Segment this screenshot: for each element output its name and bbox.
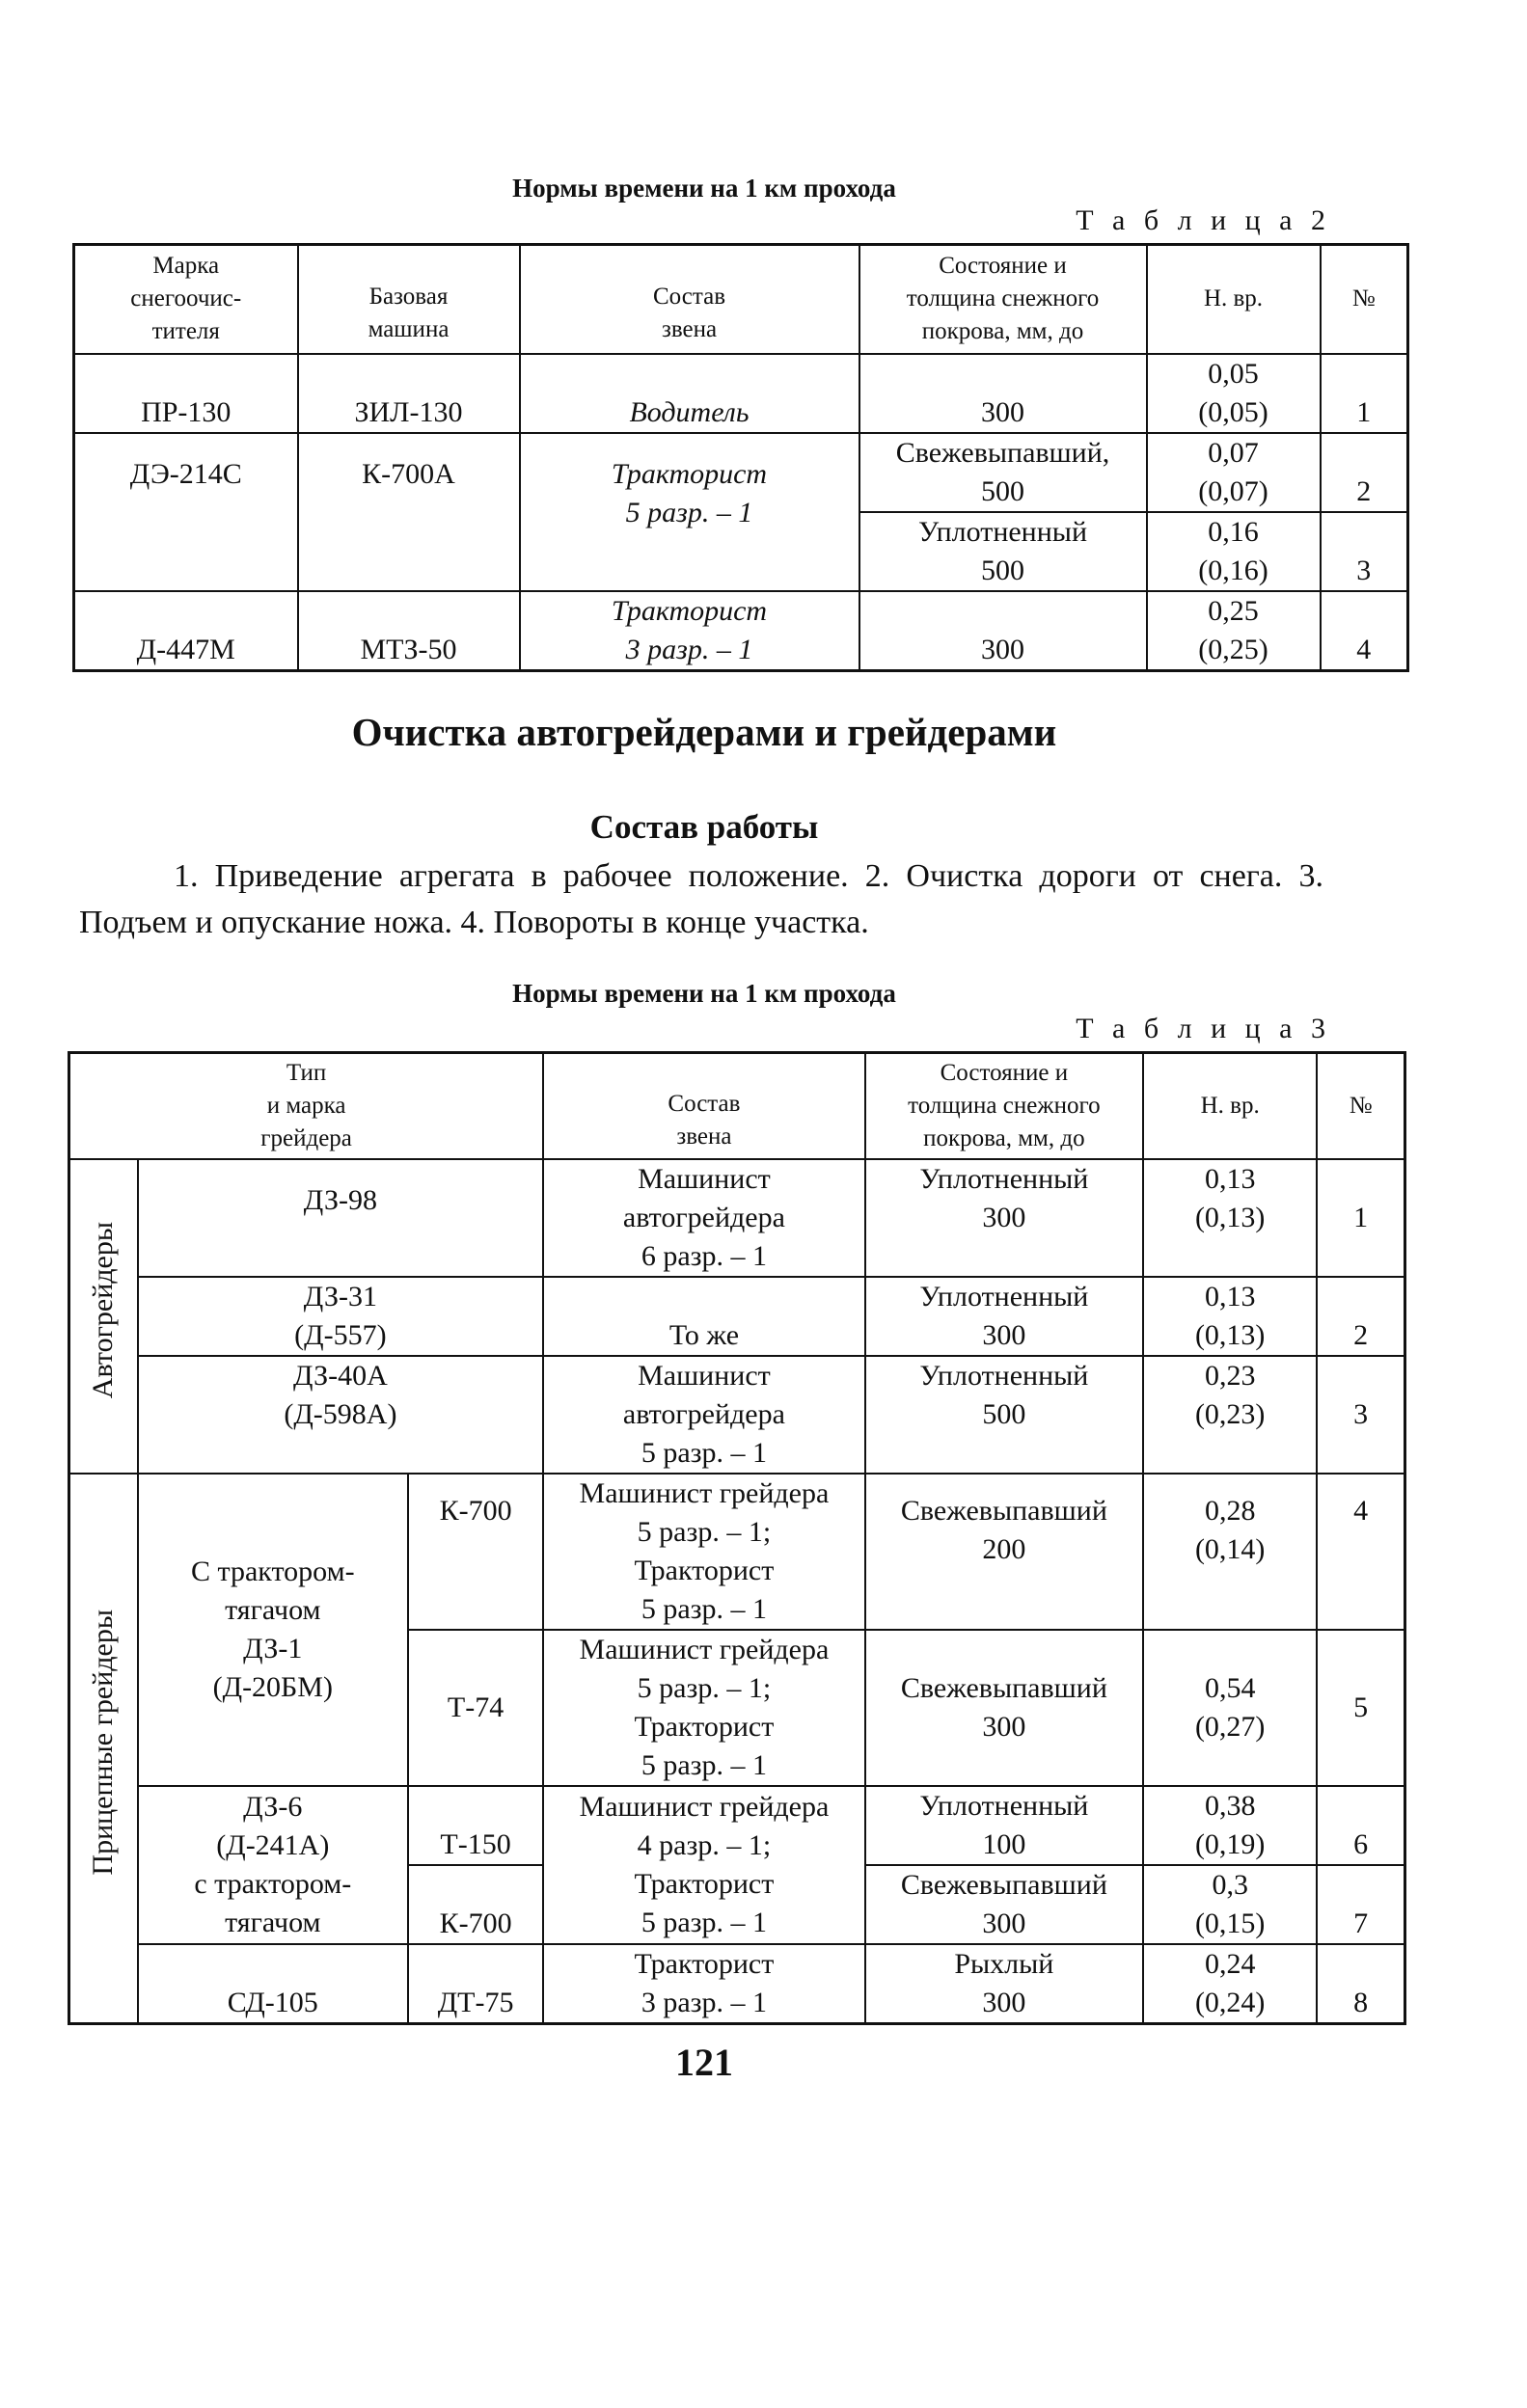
cell-norm: 0,24 (0,24) bbox=[1143, 1944, 1317, 2024]
cell-norm: 0,3 (0,15) bbox=[1143, 1865, 1317, 1944]
cell-num: 4 bbox=[1321, 591, 1408, 671]
table2-header-row bbox=[74, 245, 1408, 354]
cell-state: Уплотненный 500 bbox=[859, 512, 1147, 591]
section-subtitle: Состав работы bbox=[589, 808, 819, 846]
table-row bbox=[74, 591, 1408, 671]
cell-norm: 0,05 (0,05) bbox=[1147, 354, 1321, 433]
cell-norm: 0,13 (0,13) bbox=[1143, 1159, 1317, 1277]
cell-norm: 0,38 (0,19) bbox=[1143, 1786, 1317, 1865]
cell-num: 3 bbox=[1317, 1356, 1404, 1474]
header-state: Состояние и толщина снежного покрова, мм, до bbox=[865, 1053, 1143, 1159]
cell-num: 1 bbox=[1317, 1159, 1404, 1277]
cell-state: Свежевыпавший 300 bbox=[865, 1865, 1143, 1944]
cell-state: Свежевыпавший 200 bbox=[865, 1474, 1143, 1630]
table-row bbox=[74, 433, 1408, 512]
header-crew: Состав звена bbox=[543, 1053, 864, 1159]
cell-base: ЗИЛ-130 bbox=[298, 354, 520, 433]
cell-brand: Д-447М bbox=[74, 591, 298, 671]
cell-norm: 0,23 (0,23) bbox=[1143, 1356, 1317, 1474]
cell-tractor: Т-150 bbox=[408, 1786, 543, 1865]
group-trailer: Прицепные грейдеры bbox=[69, 1474, 138, 2024]
cell-num: 2 bbox=[1321, 433, 1408, 512]
group-auto: Автогрейдеры bbox=[69, 1159, 138, 1474]
table-row bbox=[69, 1944, 1405, 2024]
cell-norm: 0,07 (0,07) bbox=[1147, 433, 1321, 512]
cell-crew: Машинист грейдера 5 разр. – 1; Тракторист 5 разр. – 1 bbox=[543, 1474, 864, 1630]
table3-caption: Нормы времени на 1 км прохода bbox=[512, 979, 896, 1008]
cell-crew: Машинист грейдера 5 разр. – 1; Тракторист 5 разр. – 1 bbox=[543, 1630, 864, 1786]
cell-brand: ДЗ-98 bbox=[138, 1159, 544, 1277]
cell-tractor: К-700 bbox=[408, 1865, 543, 1944]
cell-state: Уплотненный 300 bbox=[865, 1277, 1143, 1356]
cell-crew: Машинист автогрейдера 6 разр. – 1 bbox=[543, 1159, 864, 1277]
cell-crew: Тракторист 5 разр. – 1 bbox=[520, 433, 859, 591]
cell-num: 3 bbox=[1321, 512, 1408, 591]
header-num: № bbox=[1317, 1053, 1404, 1159]
header-norm: Н. вр. bbox=[1147, 245, 1321, 354]
header-brand: Марка снегоочис- тителя bbox=[74, 245, 298, 354]
table3-number: Т а б л и ц а 3 bbox=[1076, 1013, 1331, 1044]
cell-norm: 0,54 (0,27) bbox=[1143, 1630, 1317, 1786]
cell-num: 5 bbox=[1317, 1630, 1404, 1786]
table3-header-row bbox=[69, 1053, 1405, 1159]
cell-brand: ДЗ-31 (Д-557) bbox=[138, 1277, 544, 1356]
cell-num: 7 bbox=[1317, 1865, 1404, 1944]
cell-state: Свежевыпавший, 500 bbox=[859, 433, 1147, 512]
cell-state: Рыхлый 300 bbox=[865, 1944, 1143, 2024]
cell-brand: ПР-130 bbox=[74, 354, 298, 433]
table3 bbox=[68, 1051, 1406, 2025]
cell-crew: Машинист грейдера 4 разр. – 1; Тракторист 5 разр. – 1 bbox=[543, 1786, 864, 1944]
cell-brand: СД-105 bbox=[138, 1944, 408, 2024]
table2 bbox=[72, 243, 1409, 672]
cell-norm: 0,25 (0,25) bbox=[1147, 591, 1321, 671]
table-row bbox=[69, 1474, 1405, 1630]
cell-crew: Водитель bbox=[520, 354, 859, 433]
table-row bbox=[74, 354, 1408, 433]
cell-norm: 0,16 (0,16) bbox=[1147, 512, 1321, 591]
cell-norm: 0,13 (0,13) bbox=[1143, 1277, 1317, 1356]
table-row bbox=[69, 1356, 1405, 1474]
cell-state: 300 bbox=[859, 591, 1147, 671]
cell-state: Уплотненный 100 bbox=[865, 1786, 1143, 1865]
cell-brand: С трактором- тягачом ДЗ-1 (Д-20БМ) bbox=[138, 1474, 408, 1786]
cell-num: 4 bbox=[1317, 1474, 1404, 1630]
cell-brand: ДЗ-6 (Д-241А) с трактором- тягачом bbox=[138, 1786, 408, 1944]
header-type: Тип и марка грейдера bbox=[69, 1053, 544, 1159]
section-title: Очистка автогрейдерами и грейдерами bbox=[351, 710, 1057, 754]
cell-brand: ДЗ-40А (Д-598А) bbox=[138, 1356, 544, 1474]
header-crew: Состав звена bbox=[520, 245, 859, 354]
header-base: Базовая машина bbox=[298, 245, 520, 354]
cell-state: Уплотненный 300 bbox=[865, 1159, 1143, 1277]
cell-crew: Машинист автогрейдера 5 разр. – 1 bbox=[543, 1356, 864, 1474]
header-norm: Н. вр. bbox=[1143, 1053, 1317, 1159]
section-text: 1. Приведение агрегата в рабочее положение. 2. Очистка дороги от снега. 3. Подъем и опускание ножа. 4. Повороты в конце участка. bbox=[79, 858, 1323, 940]
cell-brand: ДЭ-214С bbox=[74, 433, 298, 591]
cell-crew: То же bbox=[543, 1277, 864, 1356]
cell-crew: Тракторист 3 разр. – 1 bbox=[520, 591, 859, 671]
table2-caption: Нормы времени на 1 км прохода bbox=[512, 174, 896, 203]
table-row bbox=[69, 1159, 1405, 1277]
cell-num: 1 bbox=[1321, 354, 1408, 433]
header-state: Состояние и толщина снежного покрова, мм, до bbox=[859, 245, 1147, 354]
cell-num: 6 bbox=[1317, 1786, 1404, 1865]
cell-base: МТЗ-50 bbox=[298, 591, 520, 671]
page-number: 121 bbox=[675, 2041, 733, 2084]
header-num: № bbox=[1321, 245, 1408, 354]
cell-tractor: ДТ-75 bbox=[408, 1944, 543, 2024]
cell-base: К-700А bbox=[298, 433, 520, 591]
cell-num: 8 bbox=[1317, 1944, 1404, 2024]
cell-tractor: Т-74 bbox=[408, 1630, 543, 1786]
table-row bbox=[69, 1786, 1405, 1865]
cell-state: Свежевыпавший 300 bbox=[865, 1630, 1143, 1786]
cell-tractor: К-700 bbox=[408, 1474, 543, 1630]
cell-crew: Тракторист 3 разр. – 1 bbox=[543, 1944, 864, 2024]
cell-norm: 0,28 (0,14) bbox=[1143, 1474, 1317, 1630]
cell-state: 300 bbox=[859, 354, 1147, 433]
table2-number: Т а б л и ц а 2 bbox=[1076, 204, 1331, 236]
cell-state: Уплотненный 500 bbox=[865, 1356, 1143, 1474]
cell-num: 2 bbox=[1317, 1277, 1404, 1356]
table-row bbox=[69, 1277, 1405, 1356]
